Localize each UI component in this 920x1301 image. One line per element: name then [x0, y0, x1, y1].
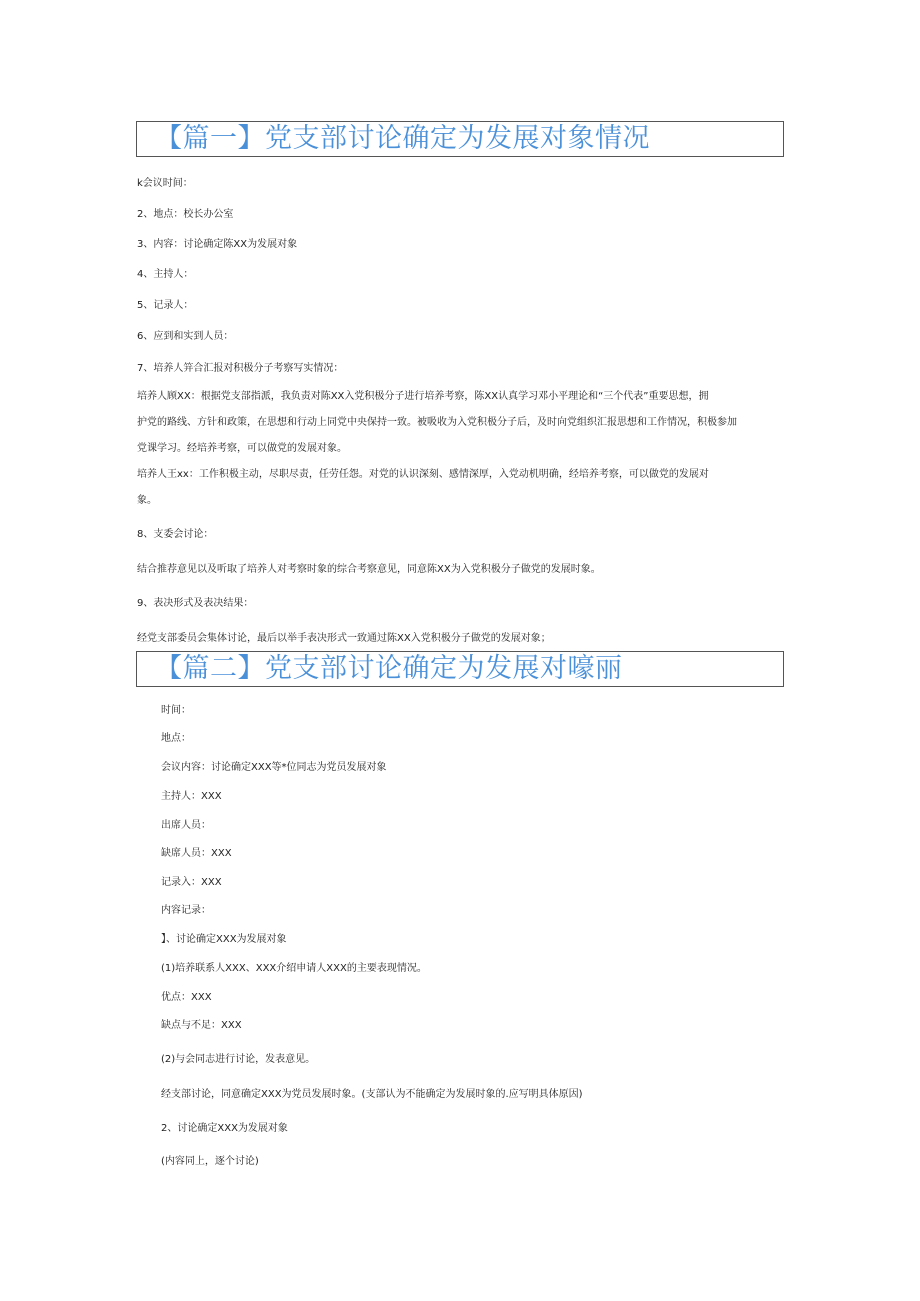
item-location: 2、地点：校长办公室: [137, 209, 234, 220]
section2-title-box: [136, 651, 784, 687]
s2-decision: 经支部讨论，同意确定XXX为党员发展时象。(支部认为不能确定为发展时象的.应写明具体原因): [161, 1089, 583, 1100]
report1-line: 党课学习。经培养考察，可以做党的发展对象。: [137, 443, 347, 454]
s2-meeting-content: 会议内容：讨论确定XXX等*位同志为党员发展对象: [161, 762, 387, 773]
report2-line: 象。: [137, 495, 157, 506]
s2-introduce: (1)培养联系人XXX、XXX介绍申请人XXX的主要表现情况。: [161, 963, 427, 974]
s2-discuss-2: 2、讨论确定XXX为发展对象: [161, 1123, 288, 1134]
report2-line: 培养人王xx：工作积极主动，尽职尽责，任劳任怨。对党的认识深刻、感情深厚，入党动机明确，经培养考察，可以做党的发展对: [137, 469, 709, 480]
item-report-heading: 7、培养人笄合汇报对积极分子考察写实情况：: [137, 363, 344, 374]
result-text: 经党支部委员会集体讨论，最后以举手表决形式一致通过陈XX入党积极分子做党的发展对象；: [137, 633, 551, 644]
section2-title: 【篇二】党支部讨论确定为发展对嚎丽: [155, 653, 623, 684]
s2-location: 地点：: [161, 733, 191, 744]
s2-attendees: 出席人员：: [161, 820, 211, 831]
s2-host: 主持人：XXX: [161, 791, 222, 802]
s2-record-heading: 内容记录：: [161, 905, 211, 916]
section1-title: 【篇一】党支部讨论确定为发展对象情况: [155, 123, 650, 154]
section1-title-box: [136, 121, 784, 157]
s2-absentees: 缺席人员：XXX: [161, 848, 232, 859]
s2-opinions: (2)与会同志进行讨论，发表意见。: [161, 1054, 316, 1065]
s2-recorder: 记录入：XXX: [161, 877, 222, 888]
item-recorder: 5、记录人：: [137, 300, 194, 311]
item-committee-discussion: 8、支委会讨论：: [137, 529, 214, 540]
item-vote-form: 9、表决形式及表决结果：: [137, 598, 254, 609]
s2-weaknesses: 缺点与不足：XXX: [161, 1020, 242, 1031]
s2-strengths: 优点：XXX: [161, 992, 212, 1003]
s2-discuss-1: 】、讨论确定XXX为发展对象: [161, 934, 287, 945]
discussion-text: 结合推荐意见以及听取了培养人对考察时象的综合考察意见，同意陈XX为入党积极分子做党的发展时象。: [137, 564, 601, 575]
item-host: 4、主持人：: [137, 269, 194, 280]
report-paragraph-1: [137, 384, 783, 462]
s2-time: 时间：: [161, 705, 191, 716]
item-meeting-time: k会议时间：: [137, 178, 193, 189]
item-content: 3、内容：讨论确定陈XX为发展对象: [137, 239, 298, 250]
item-attendees: 6、应到和实到人员：: [137, 331, 234, 342]
s2-same-content: (内容同上，逐个讨论): [161, 1156, 259, 1167]
report-paragraph-2: [137, 462, 783, 514]
report1-line: 培养人顾XX：根据党支部指派，我负责对陈XX入党积极分子进行培养考察，陈XX认真学习邓小平理论和“三个代表”重要思想，拥: [137, 391, 709, 402]
report1-line: 护党的路线、方针和政策，在思想和行动上同党中央保持一致。被吸收为入党积极分子后，及时向党组织汇报思想和工作情况，积极参加: [137, 417, 737, 428]
